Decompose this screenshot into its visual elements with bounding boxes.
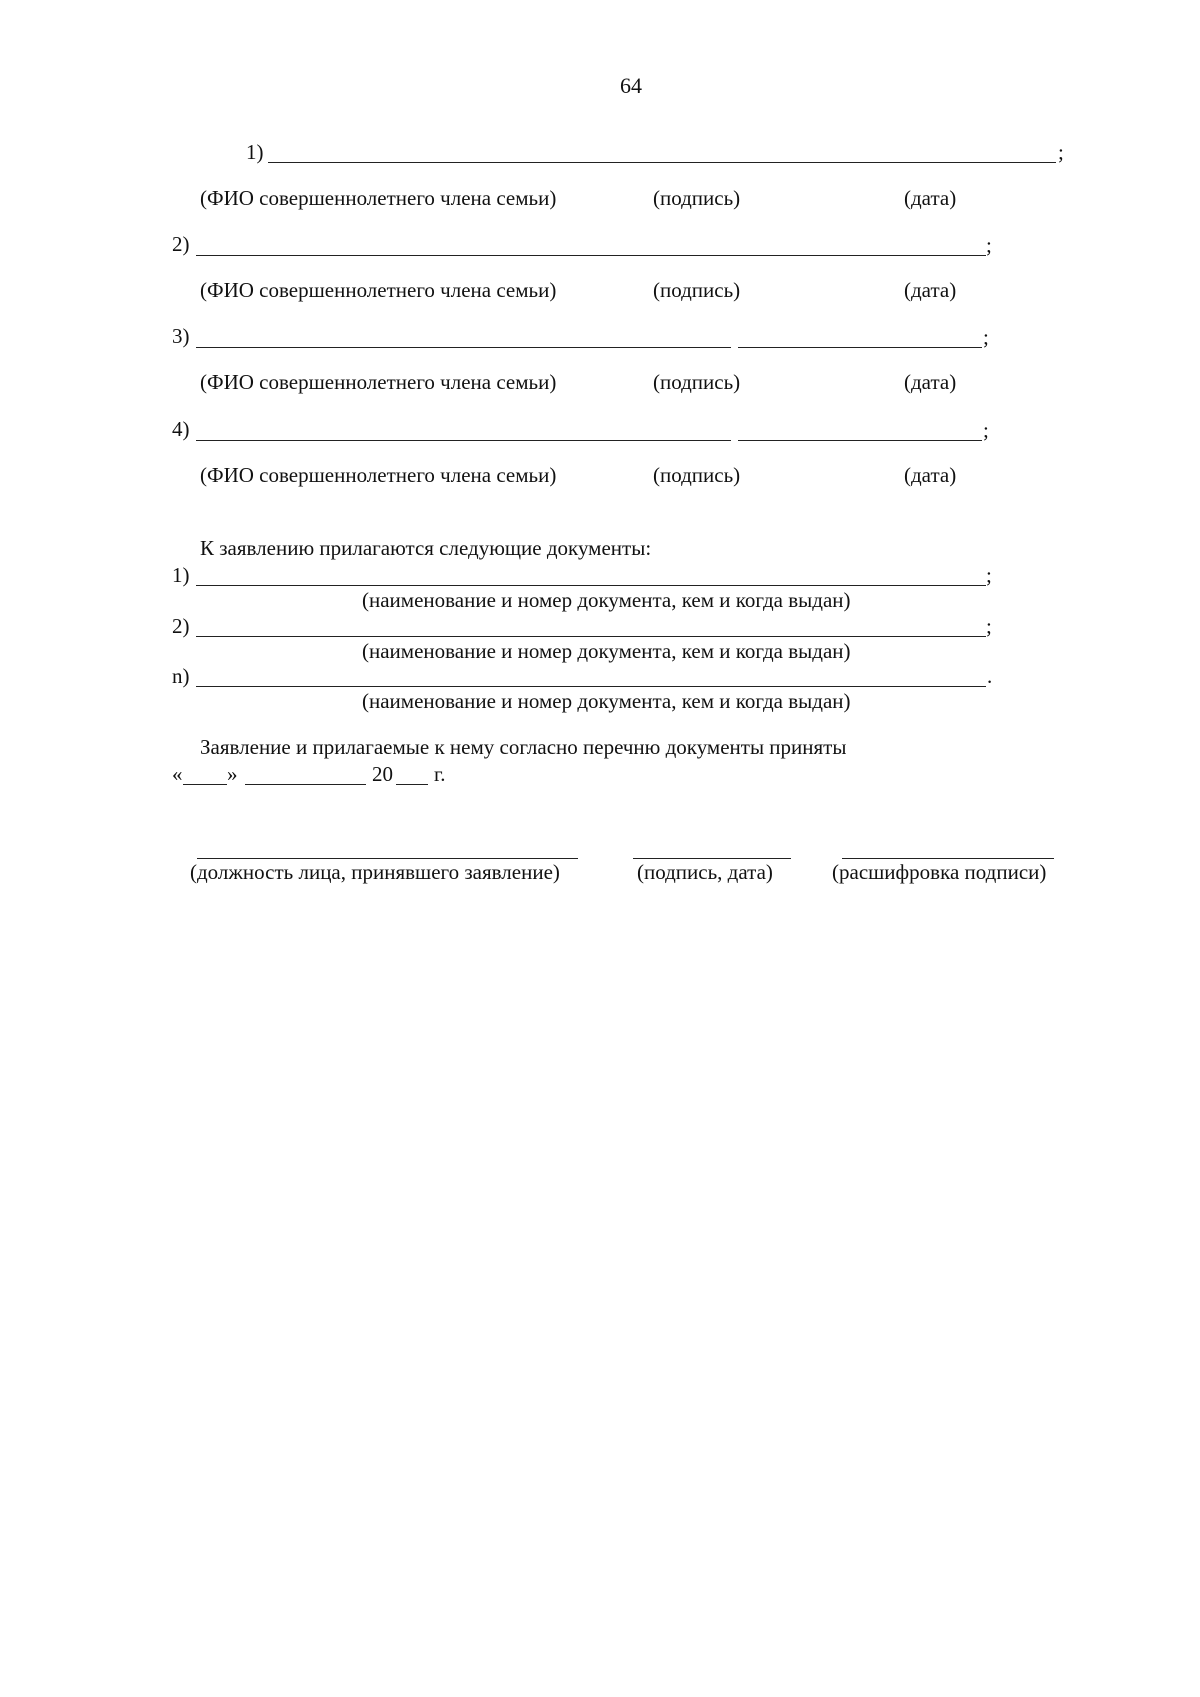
member-3-number: 3)	[172, 324, 190, 348]
member-4-signature-caption: (подпись)	[653, 463, 741, 487]
member-1-line	[268, 162, 1056, 163]
member-2-date-caption: (дата)	[904, 278, 957, 302]
document-1-line	[196, 585, 986, 586]
signature-date-caption: (подпись, дата)	[637, 860, 773, 884]
signature-date-line	[633, 858, 791, 859]
member-4-name-caption: (ФИО совершеннолетнего члена семьи)	[200, 463, 557, 487]
member-3-signature-caption: (подпись)	[653, 370, 741, 394]
member-2-name-caption: (ФИО совершеннолетнего члена семьи)	[200, 278, 557, 302]
member-2-number: 2)	[172, 232, 190, 256]
signature-decoding-line	[842, 858, 1054, 859]
member-3-end-mark: ;	[983, 325, 989, 349]
member-3-name-caption: (ФИО совершеннолетнего члена семьи)	[200, 370, 557, 394]
acceptance-date-close-quote: »	[227, 762, 238, 786]
member-4-date-caption: (дата)	[904, 463, 957, 487]
document-1-caption: (наименование и номер документа, кем и когда выдан)	[362, 588, 851, 612]
member-3-name-line	[196, 347, 731, 348]
member-2-end-mark: ;	[986, 233, 992, 257]
document-1-end-mark: ;	[986, 563, 992, 587]
member-2-signature-caption: (подпись)	[653, 278, 741, 302]
page-number: 64	[620, 73, 642, 98]
acceptance-day-line	[183, 784, 227, 785]
member-2-line	[196, 255, 986, 256]
member-1-signature-caption: (подпись)	[653, 186, 741, 210]
member-1-number: 1)	[246, 140, 264, 164]
member-4-end-mark: ;	[983, 418, 989, 442]
documents-intro: К заявлению прилагаются следующие документы:	[200, 536, 652, 560]
signature-decoding-caption: (расшифровка подписи)	[832, 860, 1047, 884]
member-4-number: 4)	[172, 417, 190, 441]
document-2-caption: (наименование и номер документа, кем и когда выдан)	[362, 639, 851, 663]
acceptance-year-suffix: г.	[434, 762, 446, 786]
member-1-date-caption: (дата)	[904, 186, 957, 210]
member-4-name-line	[196, 440, 731, 441]
document-n-end-mark: .	[987, 664, 993, 688]
document-2-number: 2)	[172, 614, 190, 638]
member-4-signature-line	[738, 440, 982, 441]
acceptance-year-prefix: 20	[372, 762, 393, 786]
member-3-signature-line	[738, 347, 982, 348]
document-1-number: 1)	[172, 563, 190, 587]
member-1-end-mark: ;	[1058, 140, 1064, 164]
acceptance-month-line	[245, 784, 366, 785]
document-n-caption: (наименование и номер документа, кем и когда выдан)	[362, 689, 851, 713]
position-signature-line	[197, 858, 578, 859]
acceptance-text: Заявление и прилагаемые к нему согласно перечню документы приняты	[200, 735, 847, 759]
document-n-number: n)	[172, 664, 190, 688]
member-1-name-caption: (ФИО совершеннолетнего члена семьи)	[200, 186, 557, 210]
document-n-line	[196, 686, 986, 687]
document-2-end-mark: ;	[986, 614, 992, 638]
member-3-date-caption: (дата)	[904, 370, 957, 394]
document-2-line	[196, 636, 986, 637]
acceptance-date-open-quote: «	[172, 762, 183, 786]
position-caption: (должность лица, принявшего заявление)	[190, 860, 560, 884]
acceptance-year-line	[396, 784, 428, 785]
